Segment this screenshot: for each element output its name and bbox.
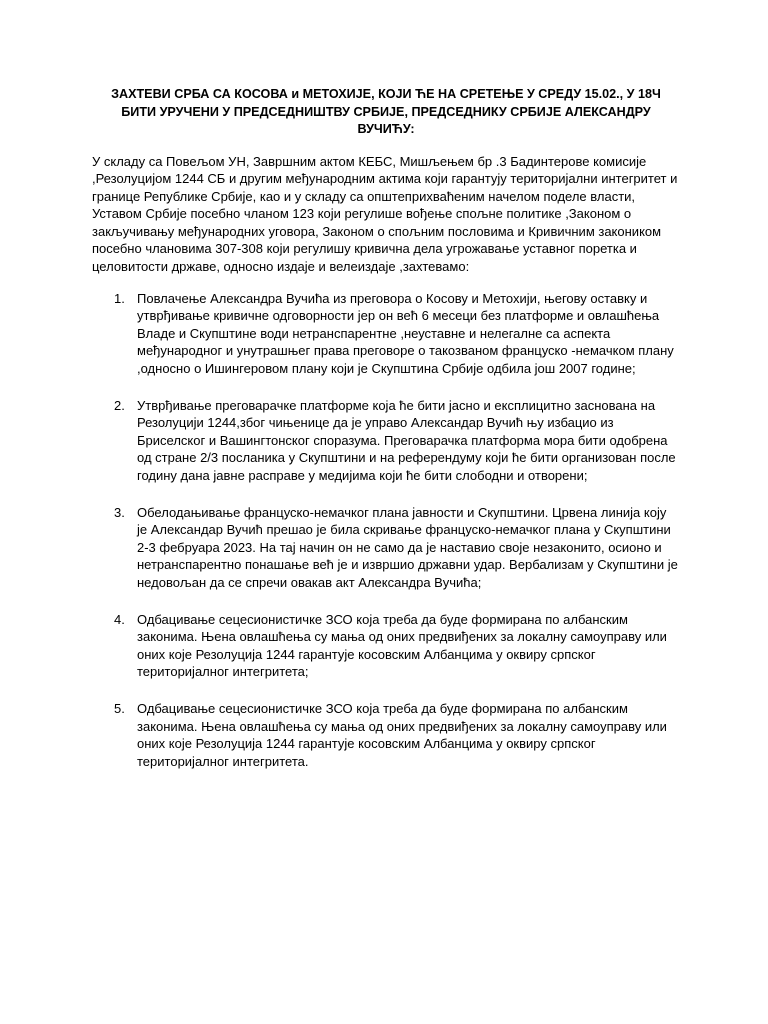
list-item-number: 3. (114, 504, 125, 520)
list-item (92, 700, 680, 770)
list-item-text: Одбацивање сецесионистичке ЗСО која треба да буде формирана по албанским законима. Њена овлашћења су мања од оних предвиђених за локалну самоуправу или оних које Резолуција 1244 гарантује косовским Албанцима у оквиру српског територијалног интегритета; (137, 611, 667, 680)
list-item-number: 2. (114, 397, 125, 413)
document-title: ЗАХТЕВИ СРБА СА КОСОВА и МЕТОХИЈЕ, КОЈИ ЋЕ НА СРЕТЕЊЕ У СРЕДУ 15.02., У 18Ч БИТИ УРУЧЕНИ У ПРЕДСЕДНИШТВУ СРБИЈЕ, ПРЕДСЕДНИКУ СРБИЈЕ АЛЕКСАНДРУ ВУЧИЋУ: (111, 87, 661, 136)
list-item-text: Одбацивање сецесионистичке ЗСО која треба да буде формирана по албанским законима. Њена овлашћења су мања од оних предвиђених за локалну самоуправу или оних које Резолуција 1244 гарантује косовским Албанцима у оквиру српског територијалног интегритета. (137, 700, 667, 769)
list-item (92, 290, 680, 378)
list-item (92, 504, 680, 592)
list-item-number: 5. (114, 700, 125, 716)
list-item (92, 397, 680, 485)
list-item-text: Обелодањивање француско-немачког плана јавности и Скупштини. Црвена линија коју је Александар Вучић прешао је била скривање француско-немачког плана у Скупштини 2-3 фебруара 2023. На тај начин он не само да је наставио своје незаконито, осионо и нетранспарентно понашање већ је и извршио државни удар. Вербализам у Скупштини је недовољан да се спречи овакав акт Александра Вучића; (137, 504, 678, 590)
list-item-number: 4. (114, 611, 125, 627)
list-item (92, 611, 680, 681)
list-item-number: 1. (114, 290, 125, 306)
list-item-text: Повлачење Александра Вучића из преговора о Косову и Метохији, његову оставку и утврђивање кривичне одговорности јер он већ 6 месеци без платформе и овлашћења Владе и Скупштине води нетранспарентне ,неуставне и нелегалне са аспекта међународног и унутрашњег права преговоре о такозваном француско -немачком плану ,односно о Ишингеровом плану који је Скупштина Србије одбила још 2007 године; (137, 290, 674, 377)
list-item-text: Утврђивање преговарачке платформе која ће бити јасно и експлицитно заснована на Резолуцији 1244,због чињенице да је управо Александар Вучић њу избацио из Бриселског и Вашингтонског споразума. Преговарачка платформа мора бити одобрена од стране 2/3 посланика у Скупштини и на референдуму који ће бити организован после годину дана јавне расправе у медијима који ће бити слободни и отворени; (137, 397, 676, 483)
demands-list (92, 290, 680, 771)
intro-paragraph: У складу са Повељом УН, Завршним актом КЕБС, Мишљењем бр .3 Бадинтерове комисије ,Резолуцијом 1244 СБ и другим међународним актима који гарантују територијални интегритет и границе Републике Србије, као и у складу са општеприхваћеним начелом поделе власти, Уставом Србије посебно чланом 123 који регулише вођење спољне политике ,Законом о закључивању међународних уговора, Законом о спољним пословима и Кривичним закоником посебно члановима 307-308 који регулишу кривична дела угрожавање уставног поретка и целовитости државе, односно издаје и велеиздаје ,захтевамо: (92, 153, 678, 275)
